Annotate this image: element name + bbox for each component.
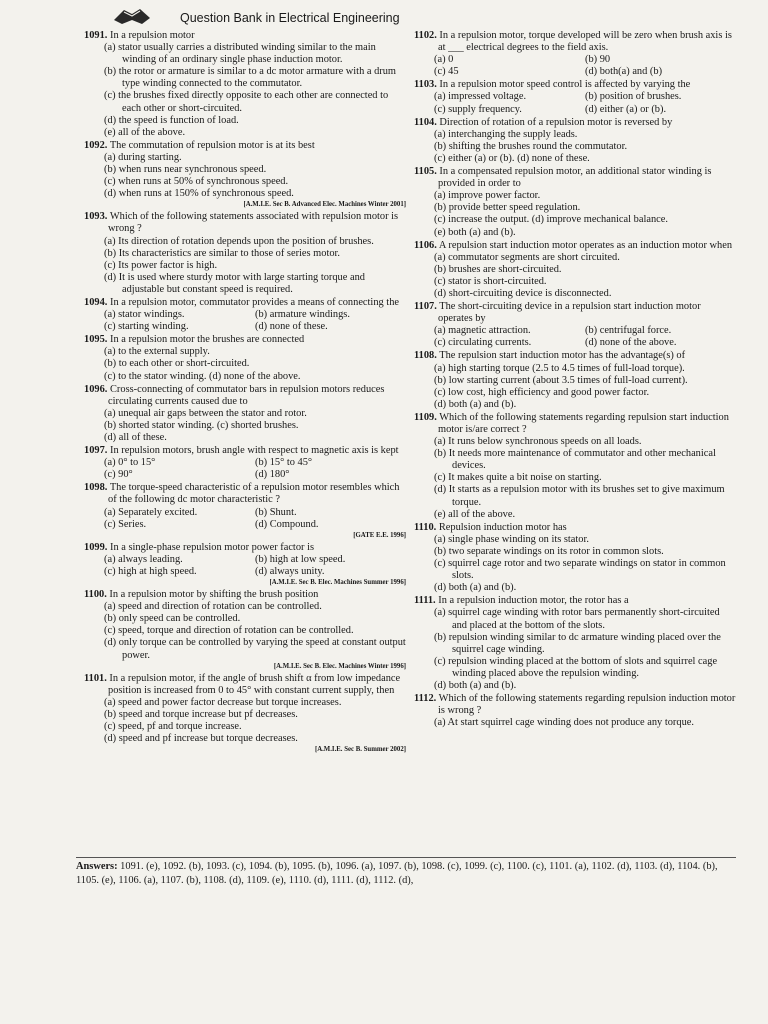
answer-option: (a) impressed voltage. (434, 91, 527, 103)
question-number: 1097. (84, 445, 108, 457)
question-item (84, 542, 406, 588)
question-item (414, 240, 736, 300)
answer-option: (b) repulsion winding similar to dc armature winding placed over the squirrel cage winding. (434, 631, 721, 655)
answer-option: (c) speed, pf and torque increase. (104, 720, 242, 732)
answer-option: (a) improve power factor. (434, 190, 541, 202)
answer-option: (a) always leading. (104, 553, 183, 565)
answer-option: (c) the brushes fixed directly opposite to each other are connected to each other or short-circuited. (104, 90, 389, 114)
answer-option: (a) speed and direction of rotation can be controlled. (104, 601, 322, 613)
answer-option: (d) only torque can be controlled by varying the speed at constant output power. (104, 637, 406, 661)
answer-option: (c) to the stator winding. (d) none of the above. (104, 370, 301, 382)
answer-option: (c) low cost, high efficiency and good power factor. (434, 386, 650, 398)
answer-option: (d) both (a) and (b). (434, 679, 517, 691)
question-stem: In a repulsion motor (110, 30, 195, 41)
question-item (84, 589, 406, 672)
options-list (414, 363, 736, 411)
answer-option: (d) either (a) or (b). (585, 103, 667, 115)
question-item (84, 30, 406, 139)
question-text (84, 384, 406, 408)
options-list (84, 346, 406, 382)
answer-option: (d) 180° (255, 469, 290, 481)
question-source: [A.M.I.E. Sec B. Summer 2002] (314, 746, 406, 754)
question-text (414, 522, 736, 534)
answer-option: (e) both (a) and (b). (434, 226, 516, 238)
question-item (84, 334, 406, 382)
answer-option: (a) speed and power factor decrease but torque increases. (104, 696, 342, 708)
answer-option: (b) Its characteristics are similar to those of series motor. (104, 247, 341, 259)
answer-option: (b) centrifugal force. (585, 325, 672, 337)
question-item (414, 117, 736, 165)
answer-option: (a) commutator segments are short circuited. (434, 251, 620, 263)
answer-option: (c) starting winding. (104, 321, 189, 333)
question-item (84, 140, 406, 210)
answer-option: (a) At start squirrel cage winding does not produce any torque. (434, 717, 694, 729)
question-text (414, 166, 736, 190)
answer-option: (d) the speed is function of load. (104, 114, 239, 126)
answer-option: (a) magnetic attraction. (434, 325, 531, 337)
answer-option: (d) all of these. (104, 432, 167, 443)
answer-option: (b) 15° to 45° (255, 457, 313, 469)
question-source: [A.M.I.E. Sec B. Elec. Machines Winter 1996] (273, 662, 406, 670)
question-stem: In repulsion motors, brush angle with respect to magnetic axis is kept (110, 445, 399, 457)
question-stem: The commutation of repulsion motor is at its best (109, 139, 315, 151)
question-stem: The torque-speed characteristic of a repulsion motor resembles which of the following dc motor characteristic ? (108, 482, 400, 506)
options-list (414, 129, 736, 165)
question-text (414, 693, 736, 717)
answer-option: (a) during starting. (104, 151, 182, 163)
left-column (84, 30, 406, 756)
options-list (414, 91, 736, 115)
answer-option: (d) both(a) and (b) (585, 66, 663, 78)
answer-option: (b) low starting current (about 3.5 times of full-load current). (434, 374, 688, 386)
options-list (414, 534, 736, 594)
question-text (84, 542, 406, 554)
answer-option: (b) shifting the brushes round the commutator. (434, 140, 628, 152)
question-item (414, 522, 736, 595)
answer-option: (c) increase the output. (d) improve mechanical balance. (434, 214, 668, 226)
answer-option: (c) supply frequency. (434, 103, 522, 115)
book-logo-icon (112, 6, 152, 26)
question-number: 1105. (414, 166, 437, 178)
book-title: Question Bank in Electrical Engineering (180, 11, 400, 25)
answer-option: (d) It is used where sturdy motor with large starting torque and adjustable but constant speed is required. (104, 271, 365, 295)
question-text (84, 445, 406, 457)
answer-option: (c) high at high speed. (104, 565, 197, 577)
answer-option: (c) Series. (104, 518, 147, 530)
answer-option: (b) It needs more maintenance of commutator and other mechanical devices. (434, 448, 716, 472)
question-number: 1102. (414, 30, 437, 41)
answer-option: (c) It makes quite a bit noise on starting. (434, 472, 602, 484)
options-list (414, 717, 736, 729)
question-stem: In a single-phase repulsion motor power factor is (110, 541, 315, 553)
answer-option: (a) interchanging the supply leads. (434, 128, 578, 140)
question-text (84, 334, 406, 346)
question-text (84, 589, 406, 601)
answer-option: (c) squirrel cage rotor and two separate windings on stator in common slots. (434, 558, 726, 582)
options-list (84, 601, 406, 661)
question-number: 1098. (84, 482, 108, 494)
question-stem: In a repulsion motor speed control is affected by varying the (439, 79, 691, 91)
question-stem: In a repulsion motor by shifting the brush position (109, 589, 319, 601)
answer-option: (a) stator usually carries a distributed winding similar to the main winding of an ordinary single phase induction motor. (104, 42, 376, 66)
question-number: 1111. (414, 595, 436, 607)
answer-option: (d) none of the above. (585, 337, 677, 349)
options-list (84, 697, 406, 745)
question-stem: In a repulsion motor, torque developed will be zero when brush axis is at ___ electrical degrees to the field axis. (438, 30, 732, 54)
answer-option: (c) when runs at 50% of synchronous speed. (104, 176, 289, 188)
answer-option: (b) high at low speed. (255, 553, 346, 565)
answer-option: (a) to the external supply. (104, 346, 210, 358)
answer-option: (d) always unity. (255, 565, 325, 577)
question-number: 1096. (84, 383, 108, 395)
options-list (84, 507, 406, 531)
answer-option: (b) brushes are short-circuited. (434, 263, 562, 275)
question-text (84, 140, 406, 152)
options-list (84, 236, 406, 296)
answer-option: (c) 45 (434, 66, 459, 78)
answer-option: (b) the rotor or armature is similar to a dc motor armature with a drum type winding connected to the commutator. (104, 66, 396, 90)
question-number: 1095. (84, 334, 108, 346)
options-list (414, 325, 736, 349)
answer-option: (c) Its power factor is high. (104, 259, 218, 271)
answer-option: (d) both (a) and (b). (434, 582, 517, 594)
question-number: 1108. (414, 350, 437, 362)
options-list (414, 436, 736, 521)
question-text (84, 297, 406, 309)
answer-option: (b) two separate windings on its rotor in common slots. (434, 545, 664, 557)
question-stem: In a repulsion motor the brushes are connected (110, 334, 305, 346)
question-number: 1109. (414, 411, 437, 423)
question-number: 1091. (84, 30, 108, 41)
question-item (414, 30, 736, 78)
options-list (414, 190, 736, 238)
answer-option: (b) 90 (585, 54, 611, 66)
question-item (84, 297, 406, 333)
question-stem: Cross-connecting of commutator bars in repulsion motors reduces circulating currents caused due to (108, 383, 385, 407)
question-number: 1094. (84, 296, 108, 308)
question-number: 1093. (84, 211, 108, 223)
question-number: 1110. (414, 521, 437, 533)
question-text (414, 30, 736, 54)
answer-option: (d) speed and pf increase but torque decreases. (104, 733, 298, 745)
question-source: [GATE E.E. 1996] (353, 531, 406, 539)
answer-option: (a) single phase winding on its stator. (434, 533, 589, 545)
answer-option: (a) Its direction of rotation depends upon the position of brushes. (104, 235, 374, 247)
question-number: 1100. (84, 589, 107, 601)
question-stem: The short-circuiting device in a repulsion start induction motor operates by (438, 301, 701, 325)
question-text (84, 482, 406, 506)
answer-option: (d) Compound. (255, 518, 319, 530)
options-list (414, 252, 736, 300)
question-stem: Repulsion induction motor has (438, 521, 567, 533)
answer-option: (c) circulating currents. (434, 337, 532, 349)
question-stem: In a compensated repulsion motor, an additional stator winding is provided in order to (438, 166, 712, 190)
question-stem: Direction of rotation of a repulsion motor is reversed by (439, 116, 673, 128)
answers-text: 1091. (e), 1092. (b), 1093. (c), 1094. (b), 1095. (b), 1096. (a), 1097. (b), 1098. (c), 1099. (c), 1100. (c), 1101. (a), 1102. (d), 1103. (d), 1104. (b), 1105. (e), 1106. (a), 1107. (b), 1108. (d), 1109. (e), 1110. (d), 1111. (d), 1112. (d), (76, 861, 718, 886)
answer-option: (b) shorted stator winding. (c) shorted brushes. (104, 419, 299, 431)
answer-option: (a) 0° to 15° (104, 457, 156, 469)
answer-option: (b) provide better speed regulation. (434, 202, 581, 214)
question-number: 1104. (414, 116, 437, 128)
options-list (84, 309, 406, 333)
answer-option: (a) stator windings. (104, 309, 185, 321)
options-list (84, 152, 406, 200)
question-text (414, 595, 736, 607)
question-number: 1099. (84, 541, 108, 553)
options-list (84, 42, 406, 139)
answer-option: (a) squirrel cage winding with rotor bars permanently short-circuited and placed at the bottom of the slots. (434, 607, 720, 631)
answer-option: (c) repulsion winding placed at the bottom of slots and squirrel cage winding placed above the repulsion winding. (434, 655, 718, 679)
question-text (414, 301, 736, 325)
question-source: [A.M.I.E. Sec B. Advanced Elec. Machines Winter 2001] (243, 201, 406, 209)
question-stem: Which of the following statements regarding repulsion induction motor is wrong ? (438, 693, 736, 717)
question-number: 1112. (414, 693, 437, 705)
question-stem: The repulsion start induction motor has the advantage(s) of (439, 350, 686, 362)
question-item (84, 384, 406, 444)
question-text (414, 117, 736, 129)
right-column (414, 30, 736, 730)
question-item (414, 412, 736, 521)
question-number: 1107. (414, 301, 437, 313)
question-stem: Which of the following statements regarding repulsion start induction motor is/are correct ? (438, 411, 729, 435)
question-stem: In a repulsion motor, commutator provides a means of connecting the (110, 296, 399, 308)
answer-option: (b) only speed can be controlled. (104, 613, 241, 625)
question-item (414, 79, 736, 115)
answer-option: (d) short-circuiting device is disconnected. (434, 287, 612, 299)
question-number: 1092. (84, 139, 108, 151)
answer-option: (c) speed, torque and direction of rotation can be controlled. (104, 625, 354, 637)
options-list (414, 607, 736, 692)
answer-option: (c) either (a) or (b). (d) none of these. (434, 152, 590, 164)
question-stem: In a repulsion motor, if the angle of brush shift α from low impedance position is increased from 0 to 45° with constant current supply, then (108, 672, 401, 696)
question-source: [A.M.I.E. Sec B. Elec. Machines Summer 1996] (269, 579, 406, 587)
question-item (84, 673, 406, 756)
answer-option: (b) Shunt. (255, 506, 297, 518)
question-stem: Which of the following statements associated with repulsion motor is wrong ? (108, 211, 399, 235)
question-item (414, 595, 736, 692)
question-stem: In a repulsion induction motor, the rotor has a (438, 595, 629, 607)
answer-option: (a) Separately excited. (104, 506, 198, 518)
answer-option: (d) It starts as a repulsion motor with its brushes set to give maximum torque. (434, 484, 725, 508)
options-list (414, 54, 736, 78)
question-item (84, 445, 406, 481)
answer-option: (a) It runs below synchronous speeds on all loads. (434, 436, 642, 448)
question-number: 1106. (414, 239, 437, 251)
question-item (414, 166, 736, 239)
answers-label: Answers: (76, 861, 118, 872)
question-stem: A repulsion start induction motor operates as an induction motor when (438, 239, 733, 251)
question-text (414, 79, 736, 91)
answer-option: (c) stator is short-circuited. (434, 275, 547, 287)
question-number: 1101. (84, 672, 107, 684)
answer-option: (b) speed and torque increase but pf decreases. (104, 708, 298, 720)
question-item (414, 301, 736, 349)
answer-option: (a) high starting torque (2.5 to 4.5 times of full-load torque). (434, 362, 685, 374)
question-text (84, 30, 406, 42)
answer-option: (b) to each other or short-circuited. (104, 358, 250, 370)
answer-option: (b) when runs near synchronous speed. (104, 164, 267, 176)
options-list (84, 554, 406, 578)
question-item (84, 482, 406, 540)
answer-key (76, 857, 736, 888)
options-list (84, 408, 406, 444)
answer-option: (d) when runs at 150% of synchronous speed. (104, 188, 294, 200)
answer-option: (e) all of the above. (104, 126, 186, 138)
question-number: 1103. (414, 79, 437, 91)
question-item (414, 693, 736, 729)
question-item (84, 211, 406, 296)
question-text (84, 211, 406, 235)
question-text (414, 412, 736, 436)
options-list (84, 457, 406, 481)
question-item (414, 350, 736, 410)
answer-option: (e) all of the above. (434, 508, 516, 520)
question-text (414, 350, 736, 362)
question-text (84, 673, 406, 697)
answer-option: (c) 90° (104, 469, 133, 481)
answer-option: (a) unequal air gaps between the stator and rotor. (104, 407, 307, 419)
answer-option: (b) armature windings. (255, 309, 350, 321)
question-text (414, 240, 736, 252)
answer-option: (b) position of brushes. (585, 91, 682, 103)
answer-option: (d) none of these. (255, 321, 328, 333)
answer-option: (a) 0 (434, 54, 454, 66)
answer-option: (d) both (a) and (b). (434, 398, 517, 410)
